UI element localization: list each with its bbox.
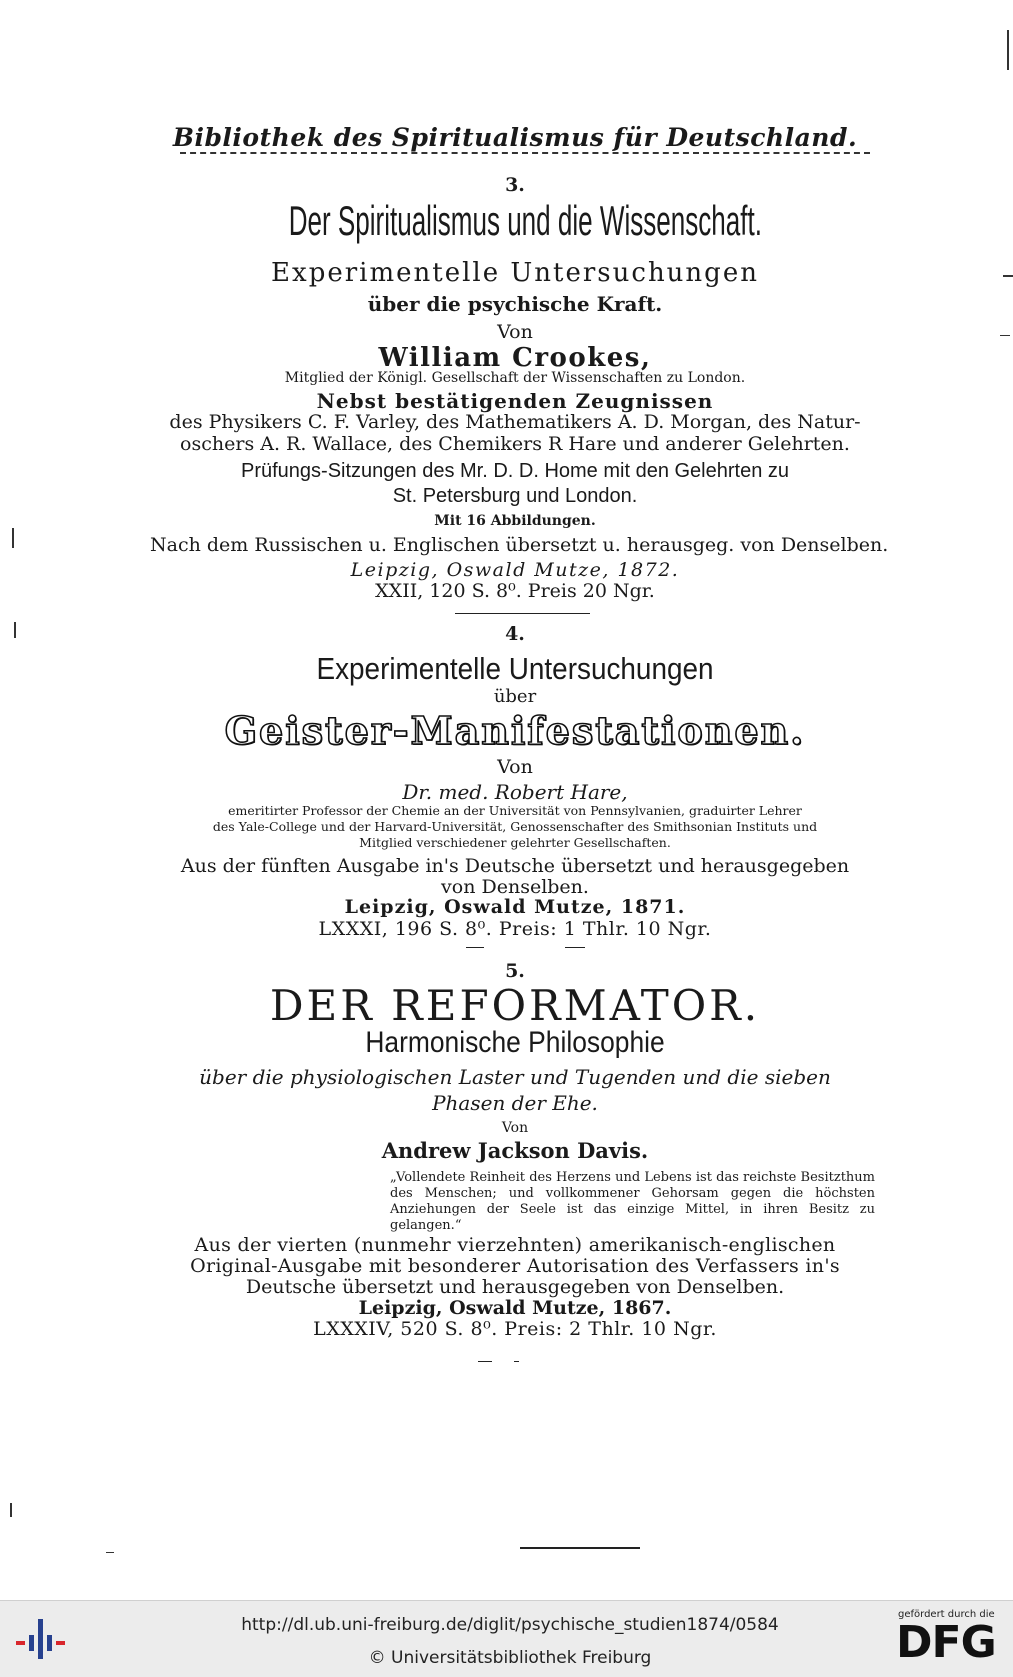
section-rule <box>514 1361 519 1362</box>
pages-price-line: LXXXI, 196 S. 8⁰. Preis: 1 Thlr. 10 Ngr. <box>318 918 712 940</box>
entry-number: 5. <box>505 960 525 982</box>
imprint-line: Leipzig, Oswald Mutze, 1871. <box>344 896 686 918</box>
dfg-funding-label: gefördert durch die <box>898 1609 995 1620</box>
edition-line: Aus der fünften Ausgabe in's Deutsche übersetzt und herausgegeben <box>180 855 850 877</box>
imprint-line: Leipzig, Oswald Mutze, 1872. <box>350 559 680 581</box>
text-line: des Physikers C. F. Varley, des Mathematikers A. D. Morgan, des Natur- <box>169 411 861 433</box>
author-name: Andrew Jackson Davis. <box>381 1138 649 1163</box>
margin-mark <box>106 1552 114 1553</box>
illustrations-line: Mit 16 Abbildungen. <box>434 513 596 529</box>
section-rule <box>565 947 585 948</box>
author-affiliation: Mitglied der Königl. Gesellschaft der Wissenschaften zu London. <box>284 370 746 386</box>
entry-subtitle: Experimentelle Untersuchungen <box>271 258 759 288</box>
pages-price-line: XXII, 120 S. 8⁰. Preis 20 Ngr. <box>375 580 655 602</box>
gothic-title: Geister-Manifestationen. <box>224 708 806 753</box>
entry-subtitle-ital: über die physiologischen Laster und Tugenden und die sieben <box>199 1065 831 1089</box>
imprint-line: Leipzig, Oswald Mutze, 1867. <box>358 1297 672 1319</box>
author-affiliation: des Yale-College und der Harvard-Universität, Genossenschafter des Smithsonian Instituts und <box>212 819 818 834</box>
von-label: Von <box>501 1120 529 1136</box>
entry-subtitle-ital: Phasen der Ehe. <box>432 1091 598 1115</box>
ueber-label: über <box>493 686 537 707</box>
copyright-text: © Universitätsbibliothek Freiburg <box>368 1648 652 1668</box>
edition-line: Aus der vierten (nunmehr vierzehnten) amerikanisch-englischen <box>194 1234 836 1256</box>
entry-number: 3. <box>505 174 525 196</box>
entry-number: 4. <box>505 623 525 645</box>
author-affiliation: Mitglied verschiedener gelehrter Gesellschaften. <box>359 835 671 850</box>
library-logo-icon <box>14 1613 70 1665</box>
dfg-logo[interactable]: DFG <box>896 1617 996 1668</box>
von-label: Von <box>497 756 533 778</box>
epigraph-quote: „Vollendete Reinheit des Herzens und Lebens ist das reichste Besitzthum des Menschen; und vollkommener Gehorsam gegen die höchsten Anziehungen der Seele ist das einzige Mittel, in ihren Besitz zu gelangen.“ <box>390 1170 875 1233</box>
margin-mark <box>10 1503 12 1517</box>
section-rule <box>478 1361 492 1362</box>
author-affiliation: emeritirter Professor der Chemie an der Universität von Pennsylvanien, graduirter Lehrer <box>228 803 802 818</box>
edition-line: von Denselben. <box>441 876 589 898</box>
pages-price-line: LXXXIV, 520 S. 8⁰. Preis: 2 Thlr. 10 Ngr. <box>313 1318 717 1340</box>
margin-mark <box>1007 30 1009 70</box>
entry-title: DER REFORMATOR. <box>269 981 761 1030</box>
von-label: Von <box>497 321 533 343</box>
author-name: William Crookes, <box>378 343 652 373</box>
entry-subtitle: Harmonische Philosophie <box>365 1026 665 1059</box>
margin-mark <box>12 528 14 548</box>
entry-title: Experimentelle Untersuchungen <box>316 651 714 686</box>
margin-mark <box>14 622 16 638</box>
page-url-link[interactable]: http://dl.ub.uni-freiburg.de/diglit/psychische_studien1874/0584 <box>241 1615 779 1635</box>
author-name: Dr. med. Robert Hare, <box>402 780 628 804</box>
edition-line: Original-Ausgabe mit besonderer Autorisation des Verfassers in's <box>190 1255 840 1277</box>
text-line: Prüfungs-Sitzungen des Mr. D. D. Home mit den Gelehrten zu <box>240 460 790 482</box>
entry-subtitle-2: über die psychische Kraft. <box>367 292 663 316</box>
section-rule <box>455 613 590 614</box>
series-title: Bibliothek des Spiritualismus für Deutschland. <box>172 123 858 152</box>
entry-title: Der Spiritualismus und die Wissenschaft. <box>288 197 762 244</box>
text-line: oschers A. R. Wallace, des Chemikers R Hare und anderer Gelehrten. <box>180 433 850 455</box>
nebst-line: Nebst bestätigenden Zeugnissen <box>316 389 714 413</box>
translation-line: Nach dem Russischen u. Englischen übersetzt u. herausgeg. von Denselben. <box>150 534 889 556</box>
header-rule <box>180 152 870 154</box>
section-rule <box>466 947 484 948</box>
margin-mark <box>1000 335 1010 336</box>
bottom-rule <box>520 1547 640 1549</box>
edition-line: Deutsche übersetzt und herausgegeben von Denselben. <box>245 1276 785 1298</box>
text-line: St. Petersburg und London. <box>392 485 638 507</box>
viewer-footer <box>0 1600 1013 1677</box>
margin-mark <box>1003 275 1013 277</box>
